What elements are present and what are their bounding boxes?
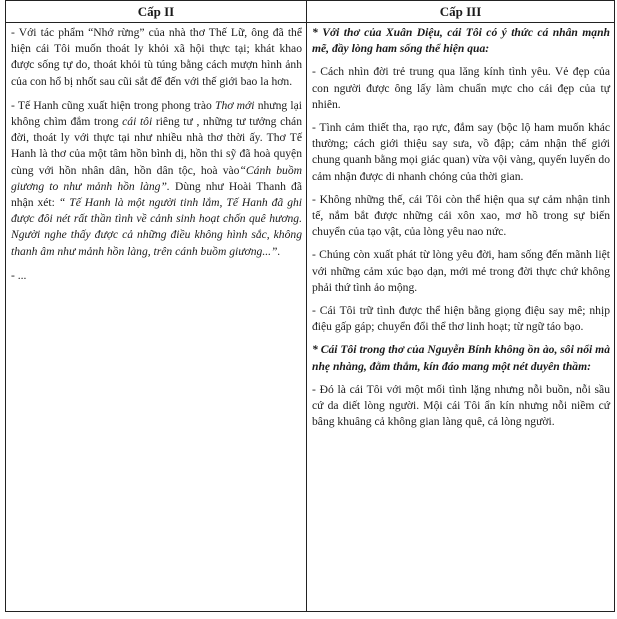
te-hanh-text-g: Dùng như Hoài Thanh đã nhận xét: bbox=[11, 179, 302, 210]
xuan-dieu-point-4: - Chúng còn xuất phát từ lòng yêu đời, ham sống đến mãnh liệt với những cảm xúc bạo dạn, mới mẻ trong đời thực chứ không phải thứ tình ảo mộng. bbox=[312, 248, 610, 294]
te-hanh-paragraph bbox=[11, 98, 302, 260]
the-lu-paragraph: - Với tác phẩm “Nhớ rừng” của nhà thơ Thế Lữ, ông đã thể hiện cái Tôi muốn thoát ly khỏi xã hội thực tại; khát khao được sống tự do, thoát khỏi tù túng bằng cách mượn hình ảnh của con hổ bị nhốt sau cũi sắt để đến với thế giới bao la hơn. bbox=[11, 26, 302, 88]
xuan-dieu-point-3: - Không những thế, cái Tôi còn thể hiện qua sự cảm nhận tinh tế, nắm bắt được những cái xôn xao, mơ hồ trong sự biến chuyển của tạo vật, của lòng yêu nao nức. bbox=[312, 192, 610, 239]
comparison-table bbox=[5, 0, 615, 612]
ellipsis-paragraph: - ... bbox=[11, 268, 27, 282]
column-divider bbox=[306, 1, 307, 611]
nguyen-binh-heading: * Cái Tôi trong thơ của Nguyễn Bính không ồn ào, sôi nổi mà nhẹ nhàng, đằm thắm, kín đáo mang một nét duyên thầm: bbox=[312, 343, 610, 373]
xuan-dieu-point-1: - Cách nhìn đời trẻ trung qua lăng kính tình yêu. Vẻ đẹp của con người được ông lấy làm chuẩn mực cho cái đẹp của tự nhiên. bbox=[312, 65, 610, 111]
te-hanh-text-c: nhưng lại không chìm đắm trong bbox=[11, 98, 302, 129]
cai-toi-term: cái tôi bbox=[122, 115, 153, 129]
te-hanh-text-e: riêng tư , những tư tưởng chán đời, thoát ly với thực tại như nhiều nhà thơ thời ấy. Thơ Tế Hanh là thơ của một tâm hồn bình dị, hồn thi sỹ đã hoà quyện cùng với hồn nhân dân, hồn dân tộc, hoà vào bbox=[11, 115, 302, 177]
left-column bbox=[11, 25, 302, 292]
right-column bbox=[312, 25, 610, 437]
tho-moi-term: Thơ mới bbox=[215, 98, 255, 112]
nguyen-binh-point-1: - Đó là cái Tôi với một mối tình lặng nhưng nỗi buồn, nỗi sầu cứ da diết lòng người. Mội cái Tôi ẩn kín nhưng nỗi niềm cứ bâng khuâng cả không gian làng quê, cả lòng người. bbox=[312, 382, 610, 429]
canh-buom-quote: “Cánh buồm giương to như mảnh hồn làng”. bbox=[11, 163, 302, 193]
header-cap-iii: Cấp III bbox=[439, 4, 482, 19]
header-cap-ii: Cấp II bbox=[137, 4, 175, 19]
te-hanh-text-a: - Tế Hanh cũng xuất hiện trong phong trào bbox=[11, 98, 216, 112]
xuan-dieu-point-5: - Cái Tôi trữ tình được thể hiện bằng giọng điệu say mê; nhịp điệu gấp gáp; chuyển đổi thể thơ linh hoạt; từ ngữ táo bạo. bbox=[312, 304, 610, 334]
hoai-thanh-quote: “ Tế Hanh là một người tinh lắm, Tế Hanh đã ghi được đôi nét rất thần tình về cảnh sinh hoạt chốn quê hương. Người nghe thấy được cả những điều không hình sắc, không thanh âm như mảnh hồn làng, trên cánh buồm giương...”. bbox=[11, 196, 303, 258]
xuan-dieu-heading: * Với thơ của Xuân Diệu, cái Tôi có ý thức cá nhân mạnh mẽ, đầy lòng ham sống thể hiện qua: bbox=[312, 26, 610, 56]
xuan-dieu-point-2: - Tình cảm thiết tha, rạo rực, đắm say (bộc lộ ham muốn khác thường; cách giới thiệu say sưa, vồ đập; cảm nhận thế giới chung quanh bằng mọi giác quan) vừa vội vàng, quyến luyến do cảm nhận được di nhanh chóng của thời gian. bbox=[312, 121, 610, 183]
header-divider bbox=[6, 22, 614, 23]
